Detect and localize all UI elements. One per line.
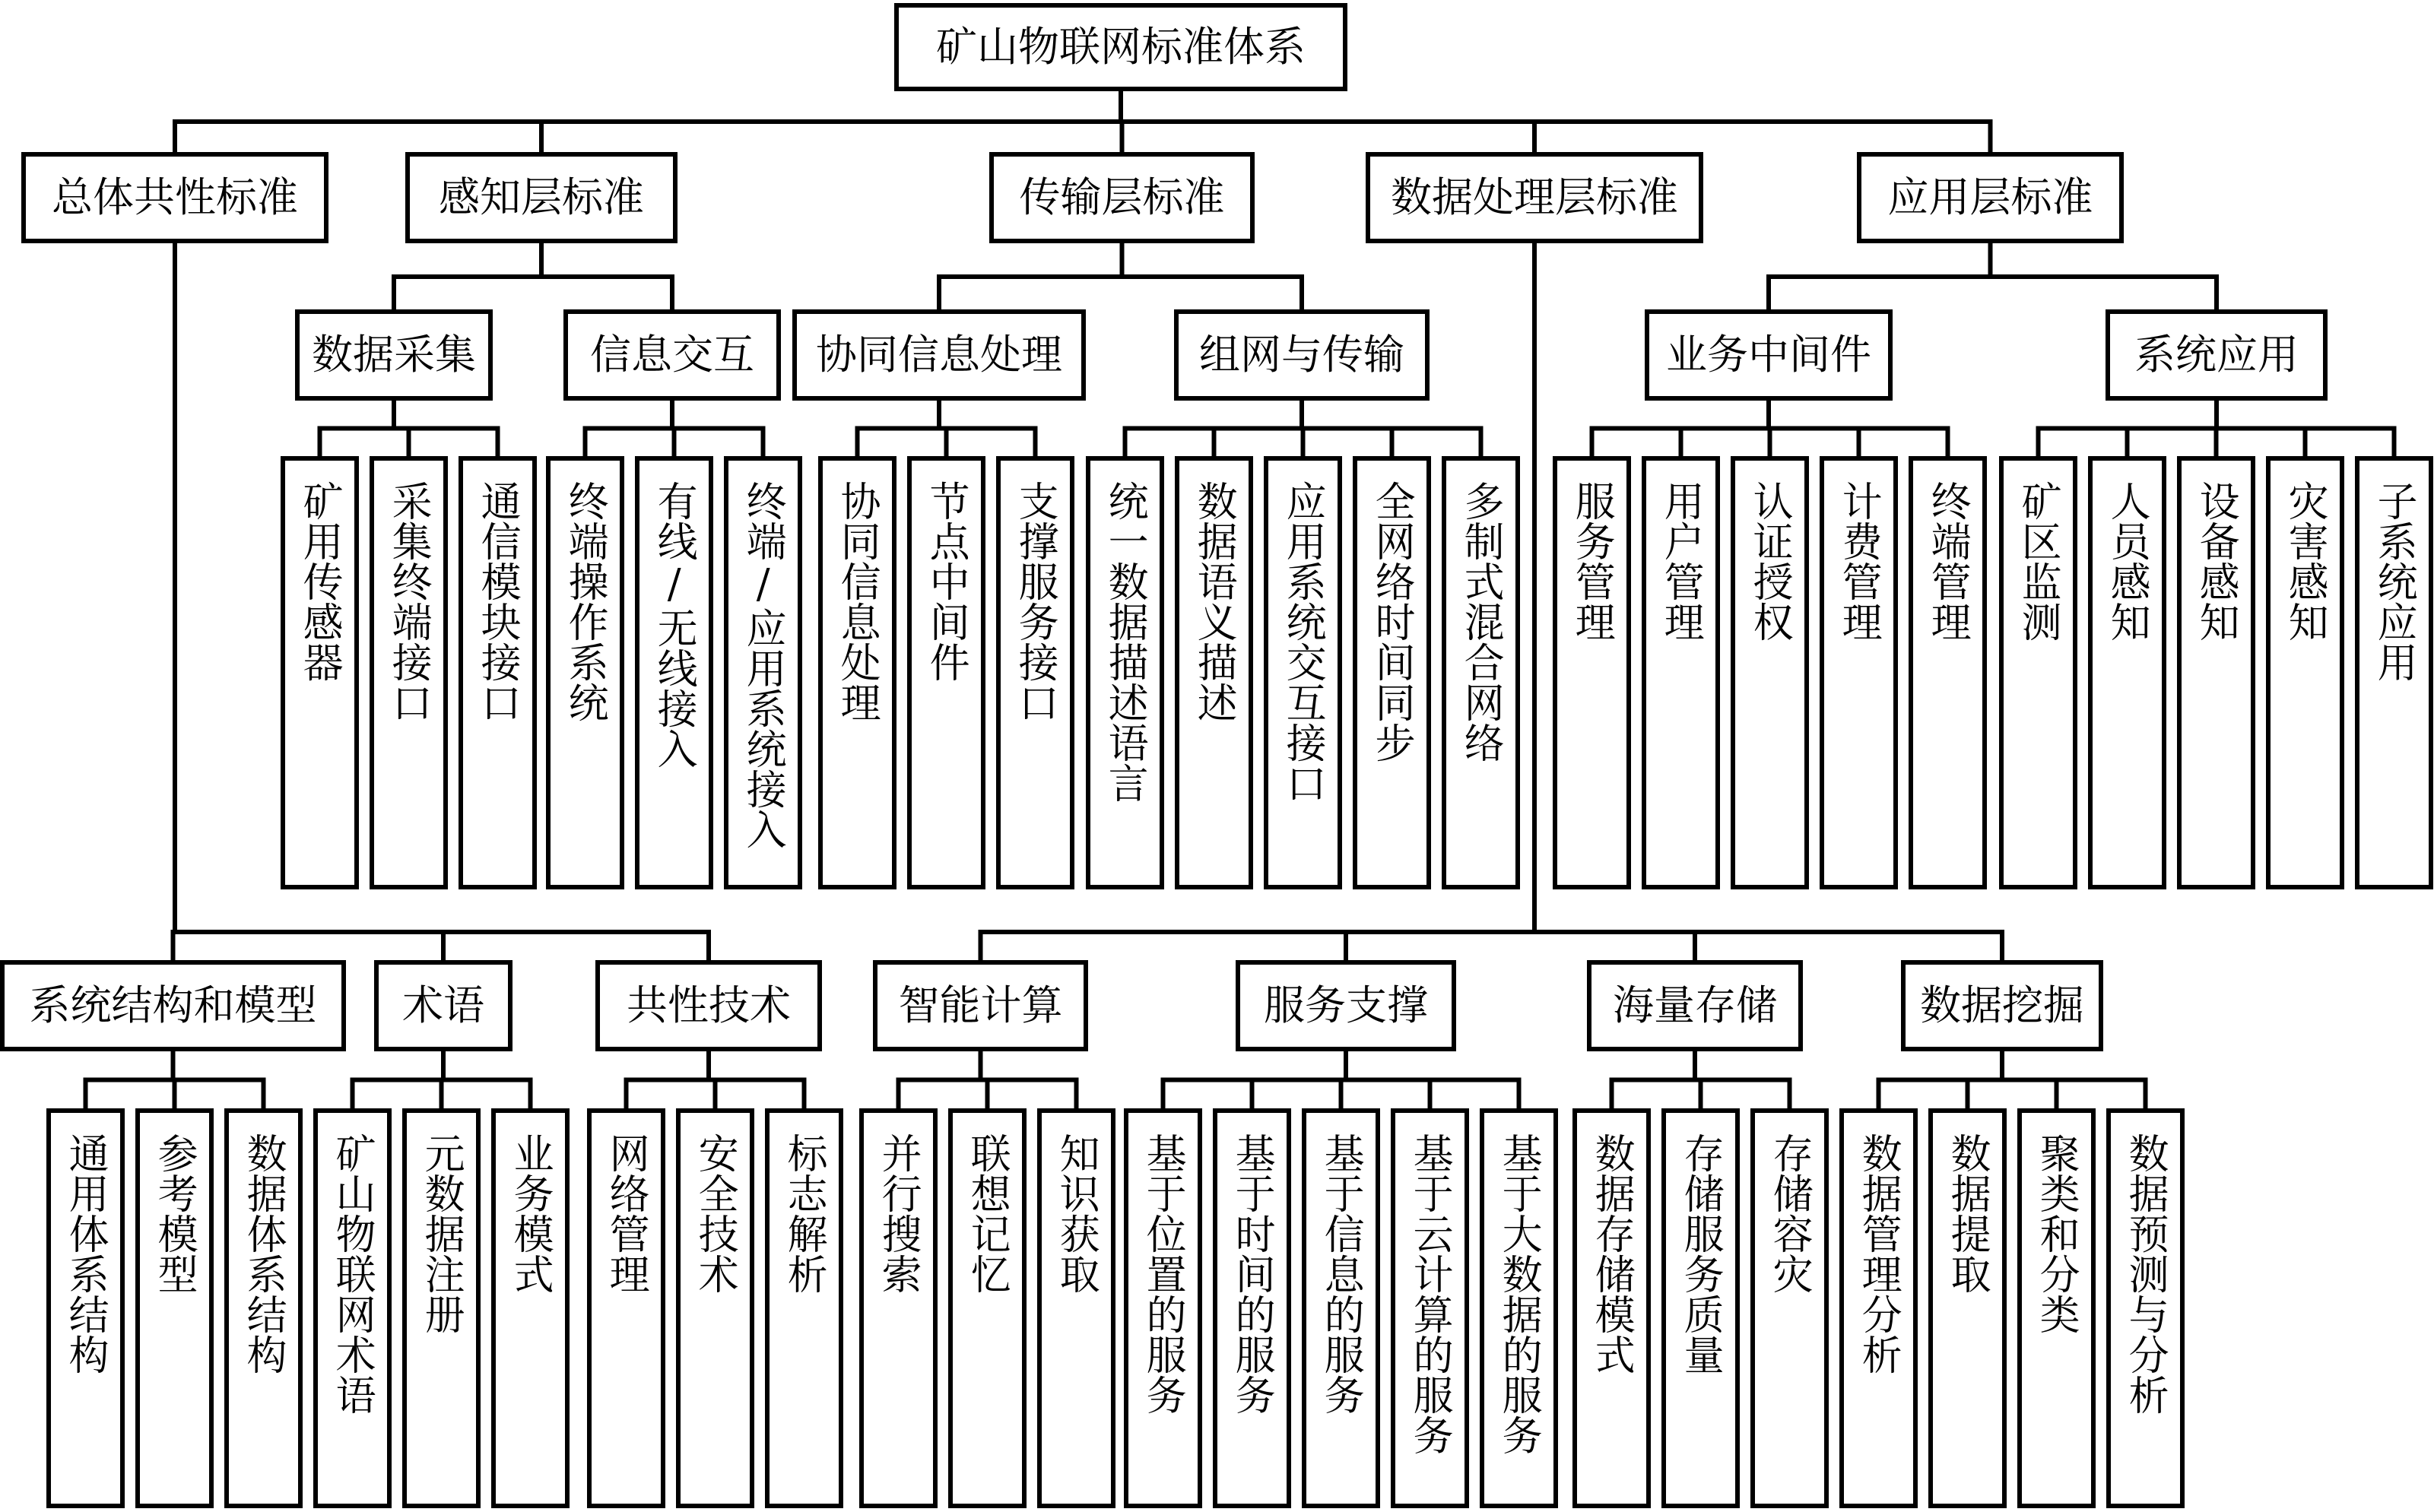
leaf-system_application-3: 灾害感知 (2266, 456, 2344, 889)
leaf-data_mining-1: 数据提取 (1928, 1108, 2007, 1508)
leaf-system_application-0: 矿区监测 (1999, 456, 2077, 889)
group-networking: 组网与传输 (1174, 309, 1430, 401)
leaf-data_collection-1: 采集终端接口 (370, 456, 448, 889)
category-data_processing: 数据处理层标准 (1366, 152, 1703, 243)
leaf-architecture_model-1: 参考模型 (135, 1108, 214, 1508)
leaf-info_interaction-2: 终端/应用系统接入 (724, 456, 802, 889)
leaf-service_support-1: 基于时间的服务 (1213, 1108, 1291, 1508)
leaf-system_application-2: 设备感知 (2177, 456, 2255, 889)
leaf-info_interaction-0: 终端操作系统 (546, 456, 624, 889)
leaf-business_middleware-2: 认证授权 (1731, 456, 1809, 889)
leaf-collab_processing-1: 节点中间件 (907, 456, 985, 889)
group-service_support: 服务支撑 (1236, 960, 1456, 1051)
leaf-data_collection-2: 通信模块接口 (459, 456, 537, 889)
leaf-common_tech-0: 网络管理 (587, 1108, 665, 1508)
leaf-data_mining-2: 聚类和分类 (2017, 1108, 2096, 1508)
leaf-terminology-1: 元数据注册 (402, 1108, 481, 1508)
leaf-intelligent_computing-1: 联想记忆 (948, 1108, 1027, 1508)
leaf-terminology-0: 矿山物联网术语 (313, 1108, 392, 1508)
leaf-intelligent_computing-2: 知识获取 (1037, 1108, 1115, 1508)
group-system_application: 系统应用 (2106, 309, 2328, 401)
group-data_mining: 数据挖掘 (1901, 960, 2103, 1051)
category-application: 应用层标准 (1857, 152, 2124, 243)
group-intelligent_computing: 智能计算 (873, 960, 1088, 1051)
leaf-mass_storage-2: 存储容灾 (1750, 1108, 1829, 1508)
leaf-common_tech-2: 标志解析 (765, 1108, 843, 1508)
leaf-networking-4: 多制式混合网络 (1442, 456, 1520, 889)
leaf-service_support-2: 基于信息的服务 (1302, 1108, 1380, 1508)
leaf-architecture_model-0: 通用体系结构 (46, 1108, 125, 1508)
leaf-business_middleware-1: 用户管理 (1642, 456, 1720, 889)
leaf-business_middleware-0: 服务管理 (1553, 456, 1631, 889)
leaf-networking-1: 数据语义描述 (1175, 456, 1253, 889)
group-mass_storage: 海量存储 (1587, 960, 1803, 1051)
leaf-service_support-0: 基于位置的服务 (1124, 1108, 1202, 1508)
leaf-common_tech-1: 安全技术 (676, 1108, 754, 1508)
group-architecture_model: 系统结构和模型 (0, 960, 346, 1051)
leaf-data_mining-3: 数据预测与分析 (2106, 1108, 2185, 1508)
leaf-system_application-1: 人员感知 (2088, 456, 2166, 889)
group-terminology: 术语 (374, 960, 513, 1051)
leaf-info_interaction-1: 有线/无线接入 (635, 456, 713, 889)
leaf-collab_processing-0: 协同信息处理 (818, 456, 896, 889)
root-title: 矿山物联网标准体系 (894, 3, 1347, 91)
category-general: 总体共性标准 (21, 152, 328, 243)
leaf-service_support-4: 基于大数据的服务 (1480, 1108, 1558, 1508)
group-collab_processing: 协同信息处理 (792, 309, 1086, 401)
leaf-networking-0: 统一数据描述语言 (1086, 456, 1164, 889)
group-business_middleware: 业务中间件 (1645, 309, 1893, 401)
leaf-collab_processing-2: 支撑服务接口 (996, 456, 1074, 889)
leaf-architecture_model-2: 数据体系结构 (224, 1108, 303, 1508)
leaf-system_application-4: 子系统应用 (2355, 456, 2433, 889)
group-info_interaction: 信息交互 (563, 309, 781, 401)
leaf-networking-2: 应用系统交互接口 (1264, 456, 1342, 889)
leaf-intelligent_computing-0: 并行搜索 (859, 1108, 938, 1508)
group-data_collection: 数据采集 (295, 309, 493, 401)
leaf-data_mining-0: 数据管理分析 (1839, 1108, 1918, 1508)
leaf-business_middleware-3: 计费管理 (1820, 456, 1898, 889)
group-common_tech: 共性技术 (595, 960, 822, 1051)
leaf-business_middleware-4: 终端管理 (1909, 456, 1987, 889)
leaf-networking-3: 全网络时间同步 (1353, 456, 1431, 889)
leaf-data_collection-0: 矿用传感器 (281, 456, 359, 889)
category-transmission: 传输层标准 (989, 152, 1255, 243)
category-perception: 感知层标准 (405, 152, 678, 243)
leaf-service_support-3: 基于云计算的服务 (1391, 1108, 1469, 1508)
leaf-terminology-2: 业务模式 (491, 1108, 570, 1508)
leaf-mass_storage-1: 存储服务质量 (1661, 1108, 1740, 1508)
leaf-mass_storage-0: 数据存储模式 (1572, 1108, 1651, 1508)
